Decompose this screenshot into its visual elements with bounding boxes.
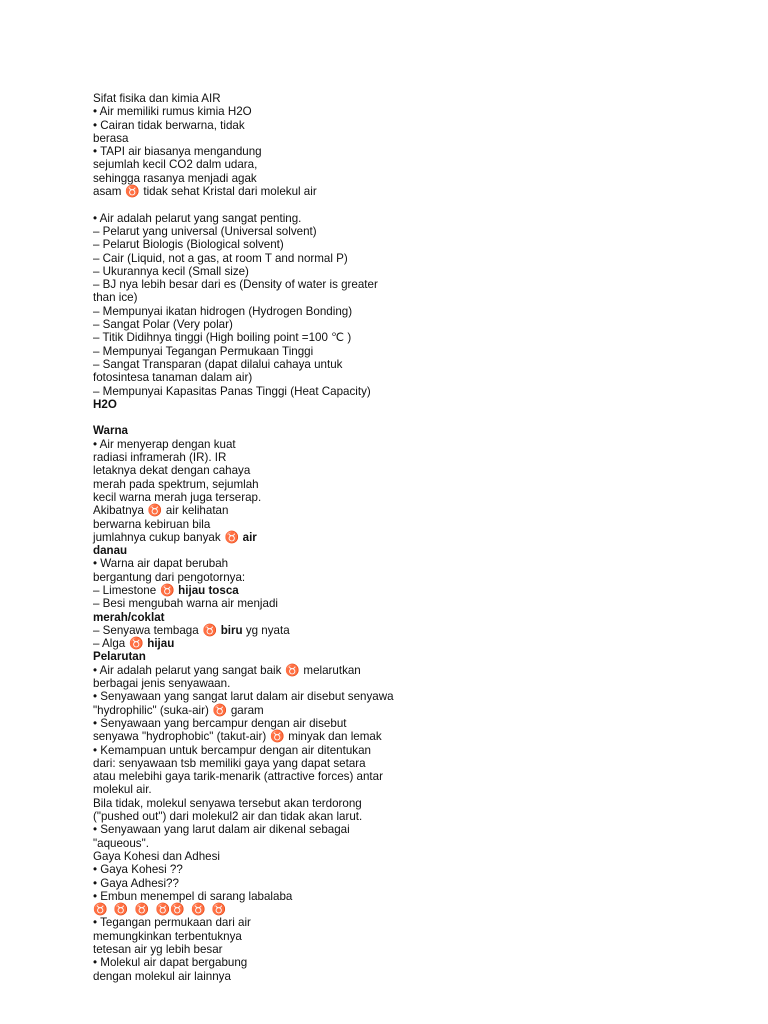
text-line <box>93 664 413 677</box>
text-line <box>93 478 413 491</box>
bold-text: hijau <box>147 637 175 651</box>
text-line <box>93 371 413 384</box>
blank-line <box>93 198 413 211</box>
text-line <box>93 158 413 171</box>
line-text: atau melebihi gaya tarik-menarik (attractive forces) antar <box>93 770 383 784</box>
line-text: – Ukurannya kecil (Small size) <box>93 264 249 278</box>
line-text: ♉ ♉ ♉ ♉♉ ♉ ♉ <box>93 903 227 917</box>
line-text: – Senyawa tembaga <box>93 623 199 637</box>
line-text: merah pada spektrum, sejumlah <box>93 477 259 491</box>
line-text: – Mempunyai Kapasitas Panas Tinggi (Heat Capacity) <box>93 384 371 398</box>
text-line <box>93 611 413 624</box>
arrow-icon: ♉ <box>212 703 228 717</box>
line-text: ("pushed out") dari molekul2 air dan tidak akan larut. <box>93 810 363 824</box>
line-text: • Senyawaan yang sangat larut dalam air disebut senyawa <box>93 690 394 704</box>
text-line <box>93 265 413 278</box>
text-line <box>93 757 413 770</box>
bold-text: merah/coklat <box>93 610 165 624</box>
text-line <box>93 398 413 411</box>
line-text: dengan molekul air lainnya <box>93 969 231 983</box>
text-line <box>93 956 413 969</box>
text-line <box>93 504 413 517</box>
text-line <box>93 571 413 584</box>
line-text: air kelihatan <box>165 504 229 518</box>
text-line <box>93 863 413 876</box>
line-text: • Warna air dapat berubah <box>93 557 229 571</box>
text-line <box>93 212 413 225</box>
text-line <box>93 837 413 850</box>
text-line <box>93 850 413 863</box>
line-text: – Sangat Polar (Very polar) <box>93 318 233 332</box>
line-text: • Air memiliki rumus kimia H2O <box>93 105 252 119</box>
line-text: • Air adalah pelarut yang sangat penting. <box>93 211 302 225</box>
arrow-icon: ♉ <box>160 583 175 597</box>
line-text: minyak dan lemak <box>288 730 382 744</box>
line-text: senyawa "hydrophobic" (takut-air) <box>93 730 267 744</box>
line-text: bergantung dari pengotornya: <box>93 570 246 584</box>
document-body <box>93 92 413 983</box>
text-line <box>93 717 413 730</box>
line-text: memungkinkan terbentuknya <box>93 929 242 943</box>
arrow-icon: ♉ <box>285 663 300 677</box>
line-text: than ice) <box>93 291 138 305</box>
text-line <box>93 464 413 477</box>
arrow-symbols-line <box>93 903 413 916</box>
bold-text: danau <box>93 544 128 558</box>
line-text: molekul air. <box>93 783 152 797</box>
text-line <box>93 943 413 956</box>
line-text: Sifat fisika dan kimia AIR <box>93 92 221 105</box>
text-line <box>93 291 413 304</box>
text-line <box>93 185 413 198</box>
line-text: asam <box>93 185 122 199</box>
line-text: garam <box>230 703 264 717</box>
line-text: • Air adalah pelarut yang sangat baik <box>93 663 282 677</box>
line-text: – Mempunyai Tegangan Permukaan Tinggi <box>93 344 314 358</box>
text-line <box>93 451 413 464</box>
text-line <box>93 318 413 331</box>
bold-text: Pelarutan <box>93 650 146 664</box>
line-text: Gaya Kohesi dan Adhesi <box>93 849 220 863</box>
line-text: • Gaya Kohesi ?? <box>93 863 183 877</box>
arrow-icon: ♉ <box>125 185 140 199</box>
text-line <box>93 531 413 544</box>
text-line <box>93 518 413 531</box>
text-line <box>93 119 413 132</box>
line-text: • Cairan tidak berwarna, tidak <box>93 118 245 132</box>
line-text: – Alga <box>93 637 126 651</box>
text-line <box>93 385 413 398</box>
line-text: – Cair (Liquid, not a gas, at room T and normal P) <box>93 251 348 265</box>
text-line <box>93 677 413 690</box>
line-text: "aqueous". <box>93 836 149 850</box>
text-line <box>93 730 413 743</box>
text-line <box>93 650 413 663</box>
text-line <box>93 305 413 318</box>
line-text: Bila tidak, molekul senyawa tersebut akan terdorong <box>93 796 362 810</box>
arrow-icon: ♉ <box>129 637 144 651</box>
text-line <box>93 877 413 890</box>
text-line <box>93 331 413 344</box>
line-text: • Tegangan permukaan dari air <box>93 916 251 930</box>
arrow-icon: ♉ <box>202 623 218 637</box>
line-text: • Senyawaan yang bercampur dengan air disebut <box>93 716 347 730</box>
line-text: sehingga rasanya menjadi agak <box>93 171 257 185</box>
line-text: – BJ nya lebih besar dari es (Density of water is greater <box>93 278 378 292</box>
text-line <box>93 597 413 610</box>
line-text: – Titik Didihnya tinggi (High boiling point =100 ℃ ) <box>93 331 352 345</box>
line-text: kecil warna merah juga terserap. <box>93 490 262 504</box>
line-text: • Air menyerap dengan kuat <box>93 437 236 451</box>
line-text: letaknya dekat dengan cahaya <box>93 464 251 478</box>
line-text: melarutkan <box>303 663 361 677</box>
text-line <box>93 916 413 929</box>
line-text: radiasi inframerah (IR). IR <box>93 451 227 465</box>
text-line <box>93 557 413 570</box>
text-line <box>93 491 413 504</box>
text-line <box>93 770 413 783</box>
bold-text: biru <box>220 623 243 637</box>
line-text: sejumlah kecil CO2 dalm udara, <box>93 158 258 172</box>
text-line <box>93 704 413 717</box>
text-line <box>93 278 413 291</box>
line-text: – Limestone <box>93 583 157 597</box>
text-line <box>93 637 413 650</box>
blank-line <box>93 411 413 424</box>
line-text: • Kemampuan untuk bercampur dengan air ditentukan <box>93 743 371 757</box>
text-line <box>93 252 413 265</box>
text-line <box>93 890 413 903</box>
text-line <box>93 438 413 451</box>
line-text: berasa <box>93 131 129 145</box>
arrow-icon: ♉ <box>224 530 240 544</box>
text-line <box>93 783 413 796</box>
text-line <box>93 624 413 637</box>
bold-text: hijau tosca <box>178 583 239 597</box>
line-text: berwarna kebiruan bila <box>93 517 211 531</box>
text-line <box>93 584 413 597</box>
line-text: fotosintesa tanaman dalam air) <box>93 371 253 385</box>
arrow-icon: ♉ <box>147 504 163 518</box>
text-line <box>93 744 413 757</box>
bold-text: Warna <box>93 424 129 438</box>
text-line <box>93 690 413 703</box>
line-text: jumlahnya cukup banyak <box>93 530 221 544</box>
line-text: Akibatnya <box>93 504 144 518</box>
bold-text: H2O <box>93 397 117 411</box>
line-text: tidak sehat Kristal dari molekul air <box>143 185 317 199</box>
arrow-icon: ♉ <box>270 730 285 744</box>
text-line <box>93 92 413 105</box>
line-text: – Mempunyai ikatan hidrogen (Hydrogen Bonding) <box>93 304 353 318</box>
line-text: • Embun menempel di sarang labalaba <box>93 889 293 903</box>
line-text: – Pelarut yang universal (Universal solvent) <box>93 224 317 238</box>
text-line <box>93 544 413 557</box>
text-line <box>93 132 413 145</box>
text-line <box>93 358 413 371</box>
line-text: tetesan air yg lebih besar <box>93 943 223 956</box>
line-text: dari: senyawaan tsb memiliki gaya yang dapat setara <box>93 756 366 770</box>
line-text: – Besi mengubah warna air menjadi <box>93 597 278 611</box>
line-text: – Pelarut Biologis (Biological solvent) <box>93 238 284 252</box>
line-text: – Sangat Transparan (dapat dilalui cahaya untuk <box>93 357 343 371</box>
line-text: • Gaya Adhesi?? <box>93 876 179 890</box>
line-text: • Molekul air dapat bergabung <box>93 956 248 970</box>
text-line <box>93 172 413 185</box>
text-line <box>93 225 413 238</box>
line-text: • TAPI air biasanya mengandung <box>93 145 262 159</box>
text-line <box>93 145 413 158</box>
text-line <box>93 810 413 823</box>
text-line <box>93 345 413 358</box>
text-line <box>93 797 413 810</box>
line-text: berbagai jenis senyawaan. <box>93 677 231 691</box>
text-line <box>93 238 413 251</box>
text-line <box>93 930 413 943</box>
line-text: • Senyawaan yang larut dalam air dikenal sebagai <box>93 823 350 837</box>
text-line <box>93 424 413 437</box>
text-line <box>93 105 413 118</box>
text-line <box>93 823 413 836</box>
text-line <box>93 970 413 983</box>
line-text: yg nyata <box>242 623 290 637</box>
bold-text: air <box>242 530 257 544</box>
line-text: "hydrophilic" (suka-air) <box>93 703 209 717</box>
